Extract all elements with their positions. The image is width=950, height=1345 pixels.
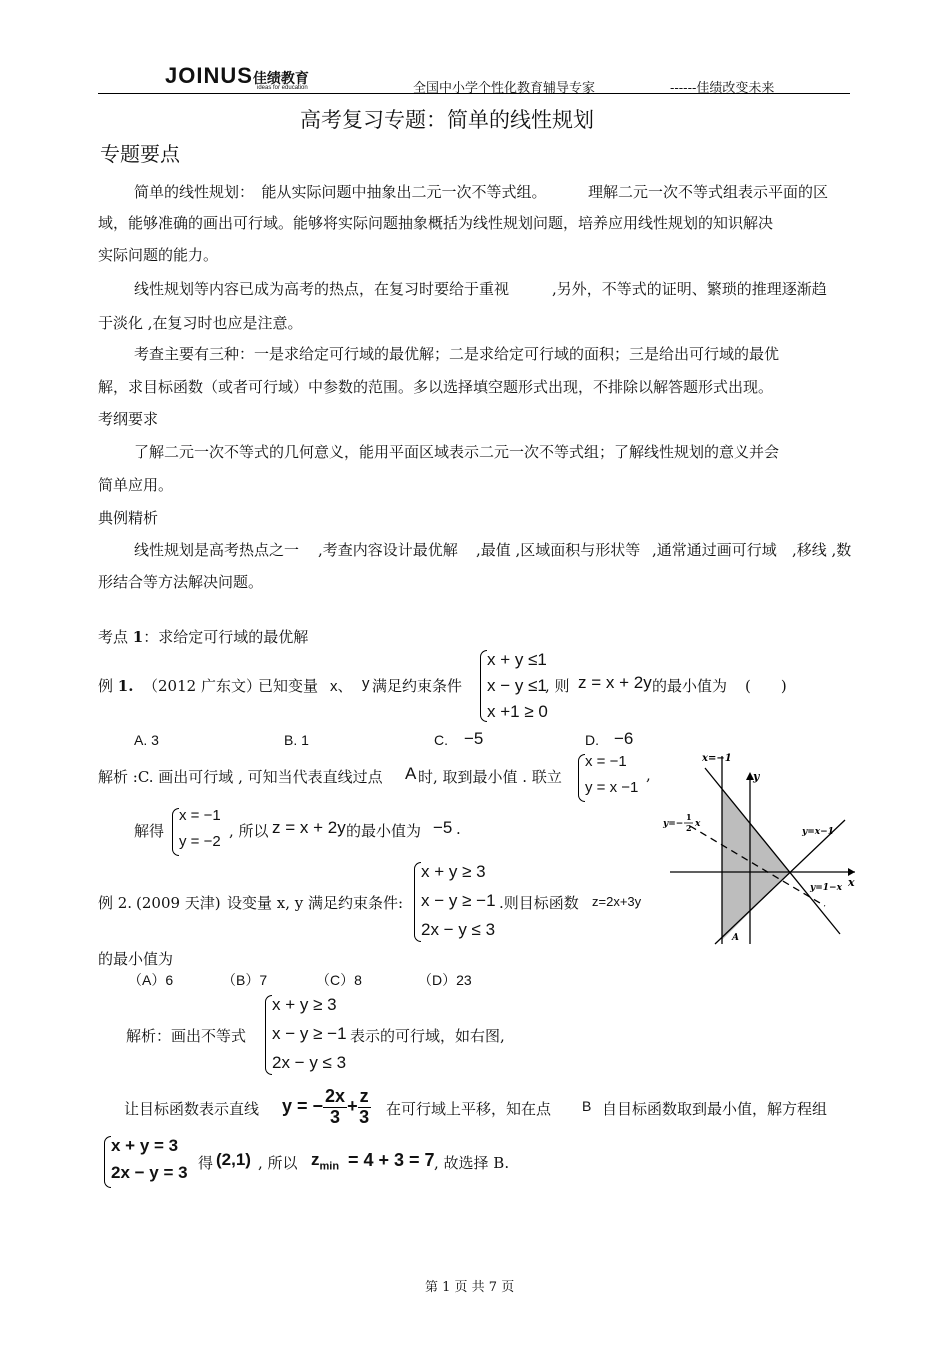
solution-2-brace-1 [265,995,272,1075]
example-1-brace [480,650,487,722]
example-2-target: z=2x+3y [592,894,642,909]
feasible-region-shading [722,788,790,940]
section-heading-syllabus: 考纲要求 [98,410,159,428]
example-1-option-c-label: C. [434,732,448,748]
logo-cn: 佳绩教育 [252,70,309,86]
solution-2-brace-2 [104,1136,111,1188]
p5-line1d: ,通常通过画可行域 [652,541,777,559]
solution-1-comma: , [646,766,651,784]
example-2-label: 例 2. [98,894,133,912]
solution-1-dot: . [456,820,461,838]
solution-2-end: , 故选择 B. [434,1154,510,1172]
example-1-option-d-label: D. [585,732,599,748]
p3-line1: 考查主要有三种：一是求给定可行域的最优解；二是求给定可行域的面积；三是给出可行域的最优 [134,345,780,363]
solution-2-equation-2: 2x − y = 3 [111,1163,188,1182]
example-2-after: .则目标函数 [499,894,579,912]
label-half-prefix: y=− [663,819,684,829]
solution-2-constraint-3: 2x − y ≤ 3 [272,1053,347,1072]
example-1-option-d-value: −6 [614,729,634,748]
solution-2-got: 得 [198,1154,214,1172]
p3-line2: 解，求目标函数（或者可行域）中参数的范围。多以选择填空题形式出现，不排除以解答题形式出现。 [98,378,774,396]
p5-line2: 形结合等方法解决问题。 [98,573,264,591]
solution-2-constraint-1: x + y ≥ 3 [272,995,337,1014]
logo-tagline: ideas for education [257,85,308,91]
example-1-option-c-value: −5 [464,729,484,748]
example-1-text2: 满足约束条件 [372,677,463,695]
solution-2-constraint-2: x − y ≥ −1 [272,1024,347,1043]
p1-line2: 域，能够准确的画出可行域。能够将实际问题抽象概括为线性规划问题，培养应用线性规划的知识解决 [98,214,774,232]
label-x-axis: x [848,876,855,889]
solution-2-text-a: 解析：画出不等式 [126,1027,247,1045]
solution-1-text-e: 的最小值为 [346,822,422,840]
p1-line3: 实际问题的能力。 [98,246,219,264]
label-half-den: 2 [686,823,692,833]
feasible-region-figure [660,748,860,948]
example-1-target: z = x + 2y [578,673,652,692]
section-heading-examples: 典例精析 [98,509,159,527]
label-y-eq-x-minus-1: y=x−1 [802,827,834,837]
solution-1-expr: z = x + 2y [272,818,346,837]
page-footer: 第 1 页 共 7 页 [425,1280,515,1295]
solution-2-line2a: 让目标函数表示直线 [124,1100,260,1118]
example-2-option-a: （A）6 [128,972,174,988]
solution-1-text-d: , 所以 [229,822,269,840]
example-2-option-c: （C）8 [316,972,362,988]
solution-2-zexpr: = 4 + 3 = 7 [348,1150,435,1170]
example-1-paren: ( ) [745,677,787,695]
solution-2-point: (2,1) [216,1150,251,1169]
example-1-var-x: x、 [330,678,353,695]
p5-line1a: 线性规划是高考热点之一 [134,541,300,559]
example-2-brace [414,862,421,942]
example-2-tail: 的最小值为 [98,950,174,968]
fraction-2x-over-3: $\frac{2x}{3}$ [325,1086,346,1127]
p1-line1a: 简单的线性规划： 能从实际问题中抽象出二元一次不等式组。 [134,183,547,201]
solution-2-line2c: 自目标函数取到最小值，解方程组 [602,1100,828,1118]
solution-1-brace-2 [172,808,179,856]
fraction-z-over-3: $\frac{z}{3}$ [359,1086,370,1127]
example-1-label: 例 1. [98,677,134,695]
logo: JOINUS佳绩教育 ideas for education [165,63,309,91]
p2-line1b: ,另外，不等式的证明、繁琐的推理逐渐趋 [552,280,827,298]
example-1-text: 已知变量 [258,677,319,695]
label-y-eq-1-minus-x: y=1−x [810,883,842,893]
label-half-num: 1 [686,812,692,822]
solution-1-result-1: x = −1 [179,807,221,824]
solution-1-result-2: y = −2 [179,833,221,850]
example-2-option-d: （D）23 [418,972,472,988]
solution-2-equation-1: x + y = 3 [111,1136,179,1155]
page-title: 高考复习专题：简单的线性规划 [300,108,594,132]
example-2-source: (2009 天津) [136,894,221,912]
header-motto: ------佳绩改变未来 [670,81,775,96]
p1-line1b: 理解二元一次不等式组表示平面的区 [588,183,829,201]
example-1-tail: 的最小值为 [652,677,728,695]
solution-1-brace-1 [578,754,585,802]
example-1-constraint-3: x +1 ≥ 0 [487,702,548,721]
solution-1-text-c: 解得 [134,822,165,840]
solution-2-line-eq: y = − $\frac{2x}{3}$ + $\frac{z}{3}$ [282,1086,370,1127]
example-1-constraint-2: x − y ≤1 [487,676,547,695]
solution-1-text-a: 解析 :C. 画出可行域 , 可知当代表直线过点 [98,768,383,786]
solution-1-text-b: 时, 取到最小值 . 联立 [418,768,562,786]
example-2-option-b: （B）7 [222,972,268,988]
section-heading-key-points: 专题要点 [100,142,180,166]
example-1-source: （2012 广东文） [143,677,261,695]
example-2-constraint-2: x − y ≥ −1 [421,891,496,910]
p4-line1: 了解二元一次不等式的几何意义，能用平面区域表示二元一次不等式组；了解线性规划的意义并会 [134,443,780,461]
label-half-x: x [695,819,701,829]
example-2-constraint-1: x + y ≥ 3 [421,862,486,881]
example-1-var-y: y [362,675,370,692]
example-1-constraint-1: x + y ≤1 [487,650,547,669]
solution-2-point-b: B [582,1098,592,1114]
example-2-constraint-3: 2x − y ≤ 3 [421,920,496,939]
p2-line2: 于淡化 ,在复习时也应是注意。 [98,314,303,332]
example-1-option-b: B. 1 [284,732,309,748]
x-axis-arrow [848,868,855,876]
kaodian-1: 考点 1：求给定可行域的最优解 [98,628,309,646]
label-y-axis: y [753,770,760,783]
header-rule [98,93,850,94]
solution-2-zmin: $z_{min}$ [311,1150,340,1173]
p5-line1e: ,移线 ,数 [792,541,852,559]
p4-line2: 简单应用。 [98,476,174,494]
p2-line1a: 线性规划等内容已成为高考的热点，在复习时要给于重视 [134,280,510,298]
solution-1-system-2: y = x −1 [585,779,639,796]
solution-2-line2b: 在可行域上平移，知在点 [386,1100,552,1118]
p5-line1b: ,考查内容设计最优解 [318,541,458,559]
p5-line1c: ,最值 ,区域面积与形状等 [476,541,641,559]
solution-1-value: −5 [433,818,453,837]
label-point-a: A [732,933,739,943]
header-slogan: 全国中小学个性化教育辅导专家 [413,81,596,96]
example-2-text: 设变量 x, y 满足约束条件: [227,894,404,912]
label-x-neg1: x=−1 [702,753,732,764]
example-1-option-a: A. 3 [134,732,159,748]
solution-1-system-1: x = −1 [585,753,627,770]
solution-2-so: , 所以 [258,1154,298,1172]
example-1-after: , 则 [545,677,570,695]
solution-2-text-b: 表示的可行域，如右图, [350,1027,505,1045]
solution-1-point-a: A [405,764,417,783]
